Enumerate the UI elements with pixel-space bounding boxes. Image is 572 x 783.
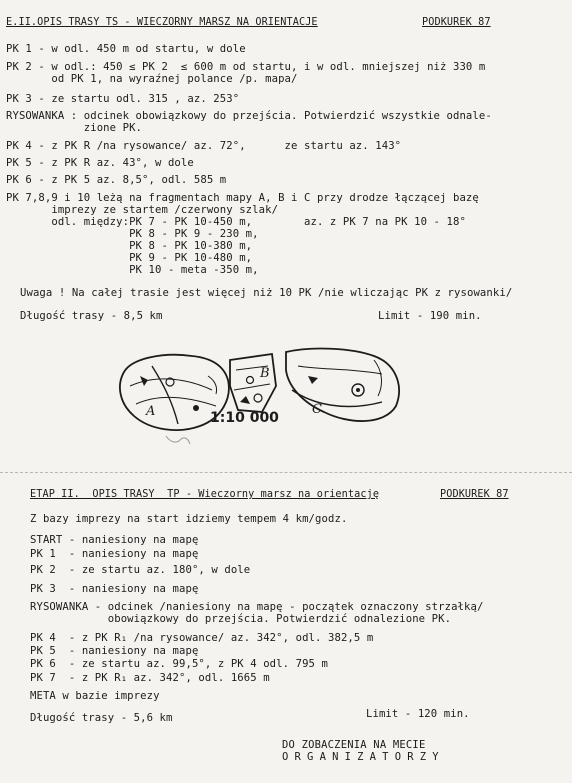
s2-line-5: RYSOWANKA - odcinek /naniesiony na mapę - początek oznaczony strzałką/	[30, 601, 484, 613]
s1-line-1: PK 1 - w odl. 450 m od startu, w dole	[6, 43, 246, 55]
s1-line-15: PK 9 - PK 10-480 m,	[6, 252, 253, 264]
s1-line-12: odl. między:PK 7 - PK 10-450 m, az. z PK 7 na PK 10 - 18°	[6, 216, 466, 228]
s1-limit: Limit - 190 min.	[378, 310, 482, 322]
s2-meta: META w bazie imprezy	[30, 690, 160, 702]
s1-line-7: PK 4 - z PK R /na rysowance/ az. 72°, ze startu az. 143°	[6, 140, 402, 152]
s2-length: Długość trasy - 5,6 km	[30, 712, 173, 724]
s1-length: Długość trasy - 8,5 km	[20, 310, 163, 322]
s1-line-6: zione PK.	[6, 122, 143, 134]
map-scale: 1:10 000	[210, 410, 279, 426]
s1-line-5: RYSOWANKA : odcinek obowiązkowy do przejścia. Potwierdzić wszystkie odnale-	[6, 110, 492, 122]
map-label-a: A	[146, 404, 156, 419]
map-label-c: C	[312, 402, 322, 417]
s1-line-16: PK 10 - meta -350 m,	[6, 264, 259, 276]
s2-intro: Z bazy imprezy na start idziemy tempem 4 km/godz.	[30, 513, 348, 525]
section-divider	[0, 472, 572, 473]
s2-line-10: PK 7 - z PK R₁ az. 342°, odl. 1665 m	[30, 672, 270, 684]
section2-header-right: PODKUREK 87	[440, 489, 509, 500]
s2-line-2: PK 1 - naniesiony na mapę	[30, 548, 199, 560]
section2-header-title: ETAP II. OPIS TRASY TP - Wieczorny marsz na orientację	[30, 489, 380, 500]
s1-line-3: od PK 1, na wyraźnej polance /p. mapa/	[6, 73, 298, 85]
s2-line-7: PK 4 - z PK R₁ /na rysowance/ az. 342°, odl. 382,5 m	[30, 632, 374, 644]
signature-line-2: ORGANIZATORZY	[282, 751, 445, 763]
section1-header-right: PODKUREK 87	[422, 17, 491, 28]
s1-line-9: PK 6 - z PK 5 az. 8,5°, odl. 585 m	[6, 174, 227, 186]
s2-line-1: START - naniesiony na mapę	[30, 534, 199, 546]
s1-line-10: PK 7,8,9 i 10 leżą na fragmentach mapy A, B i C przy drodze łączącej bazę	[6, 192, 479, 204]
s1-line-14: PK 8 - PK 10-380 m,	[6, 240, 253, 252]
signature-line-1: DO ZOBACZENIA NA MECIE	[282, 739, 426, 751]
map-label-b: B	[260, 366, 270, 381]
s1-line-11: imprezy ze startem /czerwony szlak/	[6, 204, 279, 216]
s1-line-4: PK 3 - ze startu odl. 315 , az. 253°	[6, 93, 240, 105]
s2-line-4: PK 3 - naniesiony na mapę	[30, 583, 199, 595]
map-fragments-image	[112, 346, 412, 458]
s2-line-6: obowiązkowy do przejścia. Potwierdzić odnalezione PK.	[30, 613, 452, 625]
s1-line-13: PK 8 - PK 9 - 230 m,	[6, 228, 259, 240]
s2-line-8: PK 5 - naniesiony na mapę	[30, 645, 199, 657]
s2-line-9: PK 6 - ze startu az. 99,5°, z PK 4 odl. 795 m	[30, 658, 328, 670]
s1-note: Uwaga ! Na całej trasie jest więcej niż 10 PK /nie wliczając PK z rysowanki/	[20, 287, 513, 299]
s1-line-8: PK 5 - z PK R az. 43°, w dole	[6, 157, 194, 169]
s2-line-3: PK 2 - ze startu az. 180°, w dole	[30, 564, 251, 576]
map-fragments-drawing	[112, 346, 412, 458]
s1-line-2: PK 2 - w odl.: 450 ≤ PK 2 ≤ 600 m od startu, i w odl. mniejszej niż 330 m	[6, 61, 486, 73]
section1-header-title: E.II.OPIS TRASY TS - WIECZORNY MARSZ NA ORIENTACJE	[6, 17, 318, 28]
s2-limit: Limit - 120 min.	[366, 708, 470, 720]
